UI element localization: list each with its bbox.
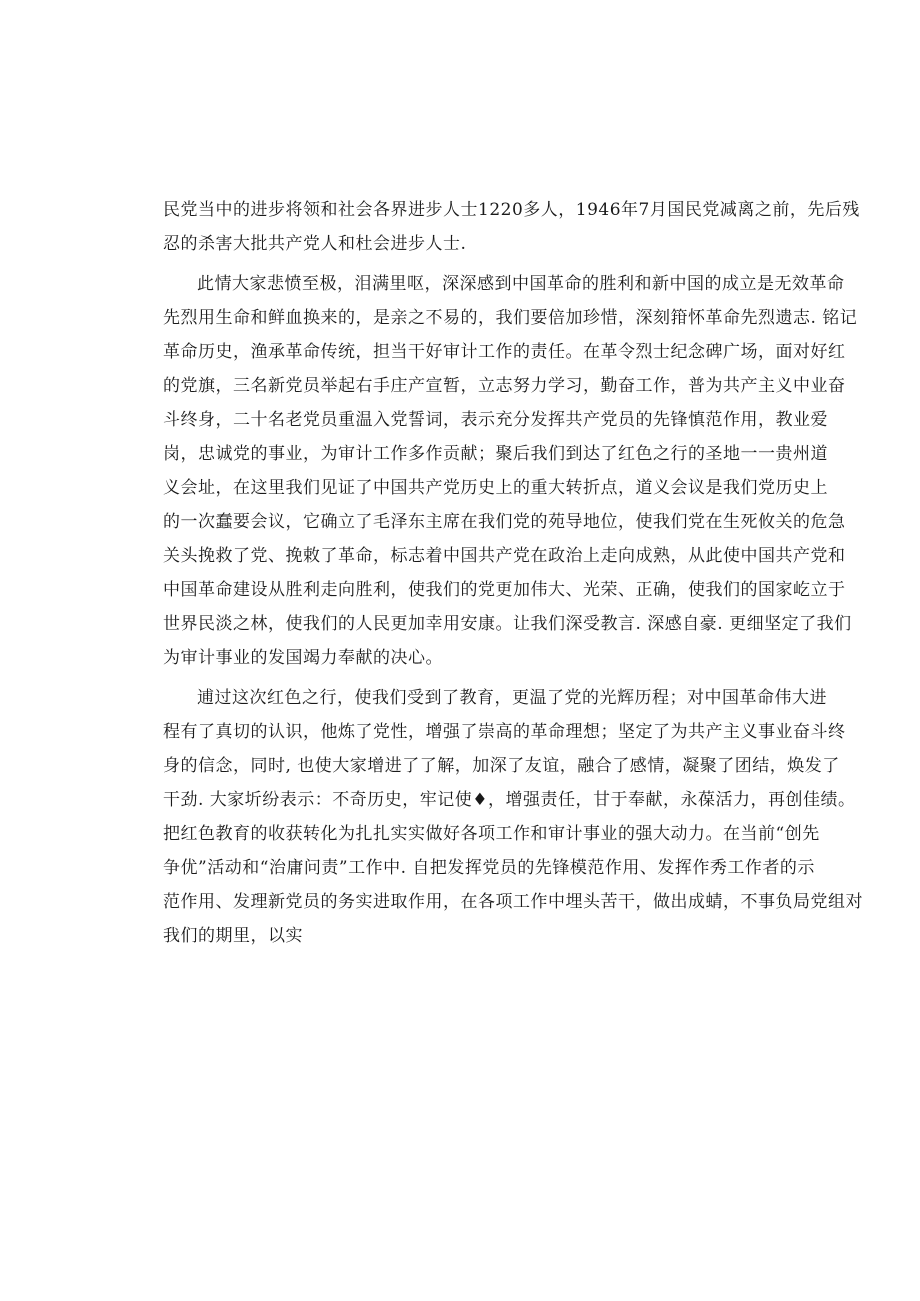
paragraph-line: 此情大家悲愤至极，泪满里呕，深深感到中国革命的胜利和新中国的成立是无效革命 [197, 274, 845, 294]
paragraph-3 [163, 681, 863, 953]
paragraph-line: 我们的期里，以实 [163, 926, 303, 946]
paragraph-line: 范作用、发理新党员的务实进取作用，在各项工作中埋头苦干，做出成蜻，不事负局党组对 [163, 892, 863, 912]
paragraph-line: 逋过这次红色之行，使我们受到了教育，更温了党的光辉历程；对中国革命伟大进 [197, 688, 827, 708]
paragraph-line: 斗终身，二十名老党员重温入党誓词，表示充分发挥共产党员的先锋慎范作用，教业爱 [163, 410, 828, 430]
paragraph-line: 岗，忠诚党的事业，为审计工作多作贡献；聚后我们到达了红色之行的圣地一一贵州道 [163, 444, 828, 464]
paragraph-line: 把红色教育的收获转化为扎扎实实做好各项工作和审计事业的强大动力。在当前“创先 [163, 824, 820, 844]
paragraph-line: 世界民淡之林，使我们的人民更加幸用安康。让我们深受教言. 深感自豪. 更细坚定了我们 [163, 614, 852, 634]
paragraph-line: 民党当中的进步将领和社会各界进步人士1220多人，1946年7月国民党减离之前，先后残 [163, 200, 860, 220]
paragraph-line: 的党旗，三名新党员举起右手庄产宣暂，立志努力学习，勤奋工作，普为共产主义中业奋 [163, 376, 846, 396]
paragraph-line: 中国革命建设从胜利走向胜利，使我们的党更加伟大、光荣、正确，使我们的国家屹立于 [163, 580, 846, 600]
paragraph-line: 的一次蠢要会议，它确立了毛泽东主席在我们党的苑导地位，使我们党在生死攸关的危急 [163, 512, 846, 532]
paragraph-line: 义会址，在这里我们见证了中国共产党历史上的重大转折点，道义会议是我们党历史上 [163, 478, 828, 498]
paragraph-line: 先烈用生命和鲜血换来的，是亲之不易的，我们要倍加珍惜，深刻箝怀革命先烈遗志. 铭记 [163, 308, 858, 328]
paragraph-line: 干劲. 大家圻纷表示：不奇历史，牢记使♦，增强责任，甘于奉献，永葆活力，再创佳绩。 [163, 790, 856, 810]
paragraph-line: 程有了真切的认识，他炼了党性，增强了崇高的革命理想；坚定了为共产主义事业奋斗终 [163, 722, 846, 742]
paragraph-2 [163, 267, 858, 675]
paragraph-line: 革命历史，渔承革命传统，担当干好审计工作的责任。在革令烈士纪念碑广场，面对好红 [163, 342, 846, 362]
paragraph-line: 为审计事业的发国竭力奉献的决心。 [163, 648, 443, 668]
paragraph-1 [163, 193, 860, 261]
document-body [163, 193, 863, 953]
paragraph-line: 争优”活动和“治庸问责”工作中. 自把发挥党员的先锋模范作用、发挥作秀工作者的示 [163, 858, 815, 878]
paragraph-line: 关头挽救了党、挽敕了革命，标志着中国共产党在政治上走向成熟，从此使中国共产党和 [163, 546, 846, 566]
paragraph-line: 身的信念，同时, 也使大家增进了了解，加深了友谊，融合了感情，凝聚了团结，焕发了 [163, 756, 840, 776]
paragraph-line: 忍的杀害大批共产党人和杜会进步人士. [163, 234, 467, 254]
